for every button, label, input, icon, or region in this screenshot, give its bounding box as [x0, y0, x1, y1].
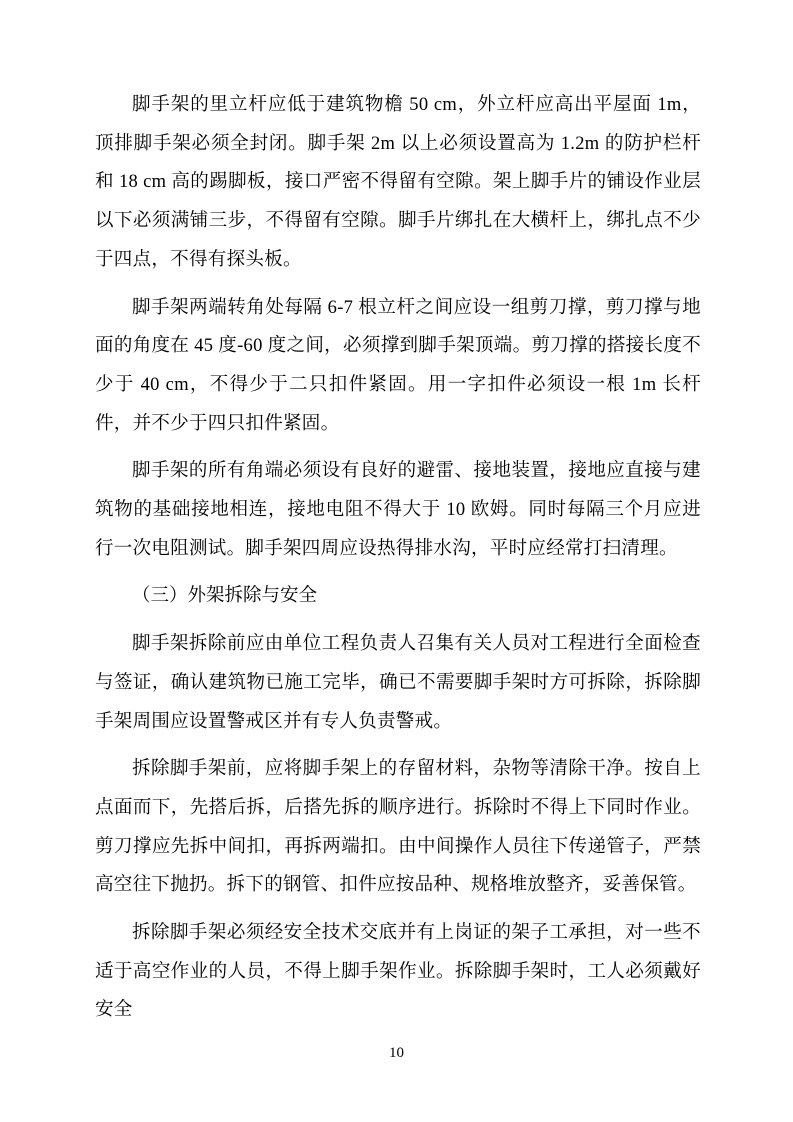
paragraph: 脚手架的所有角端必须设有良好的避雷、接地装置，接地应直接与建筑物的基础接地相连，接地电阻不得大于 10 欧姆。同时每隔三个月应进行一次电阻测试。脚手架四周应设热得排水沟，平时应经常打扫清理。 [95, 461, 701, 559]
section-heading: （三）外架拆除与安全 [132, 586, 318, 607]
paragraph: 脚手架的里立杆应低于建筑物檐 50 cm，外立杆应高出平屋面 1m，顶排脚手架必须全封闭。脚手架 2m 以上必须设置高为 1.2m 的防护栏杆和 18 cm 高的踢脚板，接口严密不得留有空隙。架上脚手片的铺设作业层以下必须满铺三步，不得留有空隙。脚手片绑扎在大横杆上，绑扎点不少于四点，不得有探头板。 [95, 95, 701, 270]
paragraph: 脚手架拆除前应由单位工程负责人召集有关人员对工程进行全面检查与签证，确认建筑物已施工完毕，确已不需要脚手架时方可拆除，拆除脚手架周围应设置警戒区并有专人负责警戒。 [95, 634, 701, 732]
document-content [95, 86, 701, 1039]
paragraph: 脚手架两端转角处每隔 6-7 根立杆之间应设一组剪刀撑，剪刀撑与地面的角度在 45 度-60 度之间，必须撑到脚手架顶端。剪刀撑的搭接长度不少于 40 cm，不得少于二只扣件紧固。用一字扣件必须设一根 1m 长杆件，并不少于四只扣件紧固。 [95, 297, 701, 434]
page-number: 10 [389, 1045, 404, 1061]
paragraph: 拆除脚手架必须经安全技术交底并有上岗证的架子工承担，对一些不适于高空作业的人员，不得上脚手架作业。拆除脚手架时，工人必须戴好安全 [95, 923, 701, 1021]
paragraph: 拆除脚手架前，应将脚手架上的存留材料，杂物等清除干净。按自上点面而下，先搭后拆，后搭先拆的顺序进行。拆除时不得上下同时作业。剪刀撑应先拆中间扣，再拆两端扣。由中间操作人员往下传递管子，严禁高空往下抛扔。拆下的钢管、扣件应按品种、规格堆放整齐，妥善保管。 [95, 759, 701, 896]
